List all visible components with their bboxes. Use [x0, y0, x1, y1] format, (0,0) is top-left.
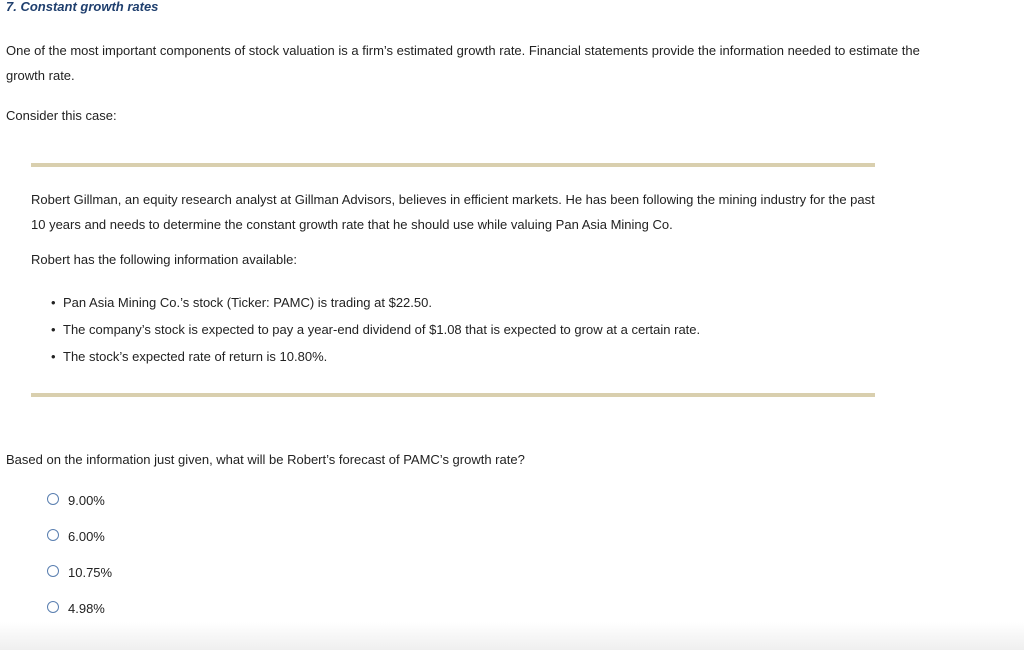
case-available-label: Robert has the following information available: [31, 252, 297, 267]
case-paragraph: Robert Gillman, an equity research analyst at Gillman Advisors, believes in efficient markets. He has been following the mining industry for the past 10 years and needs to determine the constant growth rate that he should use while valuing Pan Asia Mining Co. [31, 192, 875, 232]
fact-text: Pan Asia Mining Co.’s stock (Ticker: PAMC) is trading at $22.50. [63, 295, 432, 310]
answer-option-label: 9.00% [68, 493, 105, 508]
case-facts-list [31, 293, 700, 374]
bottom-shadow [0, 622, 1024, 650]
fact-text: The stock’s expected rate of return is 10.80%. [63, 349, 328, 364]
answer-option-label: 6.00% [68, 529, 105, 544]
case-bottom-divider [31, 393, 875, 397]
bullet-icon: • [51, 322, 56, 337]
radio-button[interactable] [47, 493, 59, 505]
question-prompt: Based on the information just given, what will be Robert’s forecast of PAMC’s growth rate? [6, 452, 525, 467]
question-title: 7. Constant growth rates [6, 0, 159, 14]
case-top-divider [31, 163, 875, 167]
bullet-icon: • [51, 349, 56, 364]
answer-option-label: 10.75% [68, 565, 113, 580]
answer-option-label: 4.98% [68, 601, 105, 616]
bullet-icon: • [51, 295, 56, 310]
fact-text: The company’s stock is expected to pay a year-end dividend of $1.08 that is expected to grow at a certain rate. [63, 322, 701, 337]
radio-button[interactable] [47, 565, 59, 577]
list-item [31, 347, 700, 374]
radio-button[interactable] [47, 529, 59, 541]
intro-text: One of the most important components of stock valuation is a firm’s estimated growth rate. Financial statements provide the information needed to estimate the growth rate. [6, 43, 920, 83]
consider-label: Consider this case: [6, 108, 117, 123]
list-item [31, 320, 700, 347]
list-item [31, 293, 700, 320]
radio-button[interactable] [47, 601, 59, 613]
